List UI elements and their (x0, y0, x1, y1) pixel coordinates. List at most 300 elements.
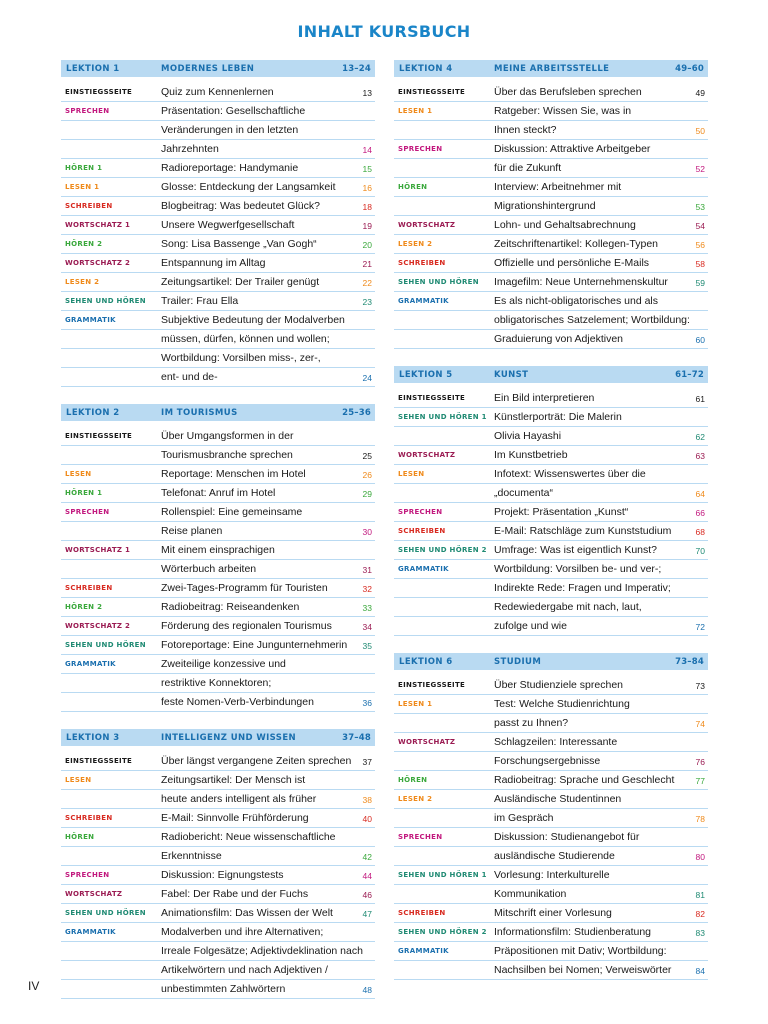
toc-row (61, 446, 375, 465)
page-number-ref: 82 (695, 909, 705, 919)
section-tag: WORTSCHATZ (398, 451, 456, 459)
section-description: unbestimmten Zahlwörtern (161, 983, 286, 995)
section-tag (61, 349, 161, 367)
section-description: Entspannung im Alltag (161, 257, 266, 269)
section-description: E-Mail: Ratschläge zum Kunststudium (494, 525, 672, 537)
section-description: Nachsilben bei Nomen; Verweiswörter (494, 964, 672, 976)
toc-row (394, 885, 708, 904)
section-tag (394, 311, 494, 329)
toc-row (394, 178, 708, 197)
section-tag (61, 942, 161, 960)
page-number-ref: 26 (362, 470, 372, 480)
section-description: Radiobeitrag: Sprache und Geschlecht (494, 774, 675, 786)
page-number-ref: 20 (362, 240, 372, 250)
toc-row (61, 847, 375, 866)
page-number-ref: 38 (362, 795, 372, 805)
toc-row (61, 809, 375, 828)
section-tag (394, 159, 494, 177)
lesson-header (394, 366, 708, 383)
toc-row (394, 446, 708, 465)
toc-row (61, 273, 375, 292)
section-tag: WORTSCHATZ (398, 738, 456, 746)
section-tag (394, 598, 494, 616)
section-description: Unsere Wegwerfgesellschaft (161, 219, 295, 231)
page-number-ref (690, 311, 708, 329)
section-description: Wortbildung: Vorsilben miss-, zer-, (161, 352, 321, 364)
page-number-ref: 49 (695, 88, 705, 98)
section-description: Zeitungsartikel: Der Mensch ist (161, 774, 306, 786)
page-number-ref: 44 (362, 871, 372, 881)
section-tag: GRAMMATIK (398, 947, 449, 955)
section-tag (61, 560, 161, 578)
section-description: im Gespräch (494, 812, 554, 824)
section-tag (394, 847, 494, 865)
page-number-ref: 48 (362, 985, 372, 995)
section-description: Radioreportage: Handymanie (161, 162, 299, 174)
section-description: Zeitschriftenartikel: Kollegen-Typen (494, 238, 658, 250)
page-number-ref: 33 (362, 603, 372, 613)
page-number-ref: 81 (695, 890, 705, 900)
toc-row (61, 83, 375, 102)
lesson-block (394, 653, 708, 980)
toc-row (394, 560, 708, 579)
section-tag: EINSTIEGSSEITE (65, 757, 133, 765)
page-number-ref (350, 503, 375, 521)
section-tag: SPRECHEN (398, 508, 443, 516)
section-description: Zweiteilige konzessive und (161, 658, 286, 670)
lesson-header (61, 729, 375, 746)
page-number-ref (683, 828, 708, 846)
toc-row (61, 771, 375, 790)
section-tag: SEHEN UND HÖREN 1 (398, 871, 487, 879)
page-number-ref: 14 (362, 145, 372, 155)
section-description: Reise planen (161, 525, 223, 537)
section-description: Zeitungsartikel: Der Trailer genügt (161, 276, 320, 288)
section-description: feste Nomen-Verb-Verbindungen (161, 696, 314, 708)
toc-row (394, 522, 708, 541)
toc-row (61, 484, 375, 503)
toc-row (394, 847, 708, 866)
section-description: Redewiedergabe mit nach, laut, (494, 601, 642, 613)
section-tag: HÖREN (398, 776, 428, 784)
section-description: Umfrage: Was ist eigentlich Kunst? (494, 544, 658, 556)
section-description: Migrationshintergrund (494, 200, 596, 212)
section-description: Blogbeitrag: Was bedeutet Glück? (161, 200, 320, 212)
section-description: Radiobericht: Neue wissenschaftliche (161, 831, 336, 843)
page-number-ref: 15 (362, 164, 372, 174)
section-tag: SCHREIBEN (398, 909, 446, 917)
section-tag: WORTSCHATZ 1 (65, 221, 131, 229)
section-description: Veränderungen in den letzten (161, 124, 299, 136)
page-number-ref: 24 (362, 373, 372, 383)
section-description: Infotext: Wissenswertes über die (494, 468, 646, 480)
toc-row (394, 598, 708, 617)
toc-row (61, 693, 375, 712)
section-description: Subjektive Bedeutung der Modalverben (161, 314, 345, 326)
section-description: Animationsfilm: Das Wissen der Welt (161, 907, 333, 919)
section-tag (61, 368, 161, 386)
section-tag: SPRECHEN (65, 107, 110, 115)
section-tag (61, 140, 161, 158)
page-number-ref (350, 771, 375, 789)
section-description: Mitschrift einer Vorlesung (494, 907, 612, 919)
section-description: Schlagzeilen: Interessante (494, 736, 618, 748)
section-description: Vorlesung: Interkulturelle (494, 869, 610, 881)
toc-row (61, 235, 375, 254)
page-number-ref (350, 923, 375, 941)
section-tag (61, 522, 161, 540)
lesson-number: LEKTION 1 (66, 63, 120, 74)
lesson-header (394, 60, 708, 77)
toc-row (61, 598, 375, 617)
toc-row (61, 617, 375, 636)
section-tag: SCHREIBEN (65, 202, 113, 210)
toc-row (394, 771, 708, 790)
toc-row (61, 368, 375, 387)
page-number-ref (350, 961, 375, 979)
section-description: Mit einem einsprachigen (161, 544, 275, 556)
section-tag: GRAMMATIK (65, 316, 116, 324)
page-number-ref (350, 349, 375, 367)
page-number-ref (683, 465, 708, 483)
section-description: Präpositionen mit Dativ; Wortbildung: (494, 945, 667, 957)
section-description: Glosse: Entdeckung der Langsamkeit (161, 181, 336, 193)
toc-column-left (61, 60, 375, 1016)
section-description: Förderung des regionalen Tourismus (161, 620, 332, 632)
section-tag: HÖREN (398, 183, 428, 191)
toc-row (394, 465, 708, 484)
section-description: Interview: Arbeitnehmer mit (494, 181, 622, 193)
section-tag: WORTSCHATZ 2 (65, 622, 131, 630)
section-tag (394, 330, 494, 348)
section-description: Quiz zum Kennenlernen (161, 86, 274, 98)
section-description: Jahrzehnten (161, 143, 219, 155)
lesson-title: IM TOURISMUS (161, 407, 238, 418)
page-number-ref (683, 560, 708, 578)
lesson-number: LEKTION 2 (66, 407, 120, 418)
section-description: Telefonat: Anruf im Hotel (161, 487, 276, 499)
page-number-ref (683, 579, 708, 597)
lesson-title: KUNST (494, 369, 529, 380)
page-number-ref: 54 (695, 221, 705, 231)
section-tag: LESEN 2 (398, 795, 433, 803)
section-tag (61, 446, 161, 464)
toc-row (61, 752, 375, 771)
toc-row (394, 503, 708, 522)
section-tag: GRAMMATIK (398, 565, 449, 573)
lesson-number: LEKTION 5 (399, 369, 453, 380)
page-number-ref: 21 (362, 259, 372, 269)
page-number-ref: 36 (362, 698, 372, 708)
section-tag (394, 121, 494, 139)
page-number-ref: 16 (362, 183, 372, 193)
section-tag (61, 674, 161, 692)
toc-column-right (394, 60, 708, 997)
toc-row (394, 140, 708, 159)
page-number-ref: 62 (695, 432, 705, 442)
lesson-page-range: 25–36 (342, 407, 371, 418)
section-description: für die Zukunft (494, 162, 562, 174)
page-number-ref (683, 292, 708, 310)
section-tag (394, 714, 494, 732)
section-tag (394, 885, 494, 903)
section-tag: LESEN 2 (65, 278, 100, 286)
toc-row (394, 752, 708, 771)
page-number-ref: 70 (695, 546, 705, 556)
toc-row (61, 465, 375, 484)
section-description: ent- und de- (161, 371, 218, 383)
section-tag: GRAMMATIK (65, 928, 116, 936)
lesson-page-range: 13–24 (342, 63, 371, 74)
page-number-ref (683, 866, 708, 884)
section-tag: SCHREIBEN (398, 259, 446, 267)
toc-row (394, 828, 708, 847)
toc-row (394, 714, 708, 733)
page-number-ref: 73 (695, 681, 705, 691)
section-tag (394, 752, 494, 770)
toc-row (61, 159, 375, 178)
section-tag (394, 484, 494, 502)
toc-row (61, 349, 375, 368)
section-description: heute anders intelligent als früher (161, 793, 317, 805)
page-number-ref: 66 (695, 508, 705, 518)
section-tag (394, 427, 494, 445)
toc-row (394, 541, 708, 560)
toc-row (61, 885, 375, 904)
lesson-header (61, 60, 375, 77)
lesson-header (394, 653, 708, 670)
page-number-ref: 76 (695, 757, 705, 767)
section-description: Graduierung von Adjektiven (494, 333, 623, 345)
section-tag: SEHEN UND HÖREN 1 (398, 413, 487, 421)
toc-row (61, 828, 375, 847)
page-number-ref (350, 311, 375, 329)
page-number-ref: 23 (362, 297, 372, 307)
page-number-ref (683, 695, 708, 713)
toc-row (61, 636, 375, 655)
toc-row (61, 942, 375, 961)
page-number-ref: 34 (362, 622, 372, 632)
toc-row (394, 809, 708, 828)
toc-row (394, 923, 708, 942)
section-tag (61, 961, 161, 979)
section-tag (61, 980, 161, 998)
section-tag: LESEN (398, 470, 425, 478)
toc-row (394, 83, 708, 102)
section-description: E-Mail: Sinnvolle Frühförderung (161, 812, 309, 824)
page-number-ref: 64 (695, 489, 705, 499)
section-tag: SPRECHEN (398, 145, 443, 153)
section-tag (61, 121, 161, 139)
page-number-ref: 80 (695, 852, 705, 862)
section-tag (61, 790, 161, 808)
toc-row (61, 178, 375, 197)
page-number-ref (350, 427, 375, 445)
page-number-ref: 61 (695, 394, 705, 404)
section-description: Artikelwörtern und nach Adjektiven / (161, 964, 328, 976)
section-description: Über das Berufsleben sprechen (494, 86, 642, 98)
toc-row (61, 541, 375, 560)
page-number-ref: 59 (695, 278, 705, 288)
page-number-ref: 83 (695, 928, 705, 938)
lesson-block (61, 404, 375, 712)
toc-row (61, 197, 375, 216)
lesson-page-range: 73–84 (675, 656, 704, 667)
section-description: „documenta“ (494, 487, 553, 499)
section-tag: WORTSCHATZ 1 (65, 546, 131, 554)
section-description: Fabel: Der Rabe und der Fuchs (161, 888, 309, 900)
page-number-ref: 30 (362, 527, 372, 537)
lesson-block (61, 729, 375, 999)
section-tag: WORTSCHATZ (65, 890, 123, 898)
section-description: Song: Lisa Bassenge „Van Gogh“ (161, 238, 317, 250)
toc-row (61, 904, 375, 923)
page-number-ref: 50 (695, 126, 705, 136)
toc-row (394, 866, 708, 885)
page-number: IV (28, 979, 40, 993)
section-tag (61, 693, 161, 711)
toc-row (394, 311, 708, 330)
toc-row (394, 235, 708, 254)
section-description: Diskussion: Studienangebot für (494, 831, 640, 843)
section-tag: HÖREN 1 (65, 489, 103, 497)
page-number-ref (683, 598, 708, 616)
section-description: Forschungsergebnisse (494, 755, 601, 767)
toc-row (61, 866, 375, 885)
section-tag: EINSTIEGSSEITE (398, 681, 466, 689)
page-number-ref: 77 (695, 776, 705, 786)
lesson-block (394, 60, 708, 349)
page-number-ref: 19 (362, 221, 372, 231)
section-tag: EINSTIEGSSEITE (398, 88, 466, 96)
section-tag: SEHEN UND HÖREN 2 (398, 546, 487, 554)
section-description: restriktive Konnektoren; (161, 677, 272, 689)
page-number-ref: 72 (695, 622, 705, 632)
section-tag: WORTSCHATZ 2 (65, 259, 131, 267)
section-description: Fotoreportage: Eine Jungunternehmerin (161, 639, 348, 651)
page-number-ref: 18 (362, 202, 372, 212)
section-description: Ihnen steckt? (494, 124, 557, 136)
section-description: Test: Welche Studienrichtung (494, 698, 630, 710)
page-number-ref: 40 (362, 814, 372, 824)
section-description: Kommunikation (494, 888, 567, 900)
section-description: Es als nicht-obligatorisches und als (494, 295, 659, 307)
section-description: Informationsfilm: Studienberatung (494, 926, 652, 938)
section-tag (394, 961, 494, 979)
toc-row (61, 102, 375, 121)
page-number-ref: 60 (695, 335, 705, 345)
lesson-page-range: 37–48 (342, 732, 371, 743)
section-description: ausländische Studierende (494, 850, 615, 862)
toc-row (394, 484, 708, 503)
page-number-ref: 58 (695, 259, 705, 269)
section-tag: EINSTIEGSSEITE (65, 88, 133, 96)
toc-row (394, 389, 708, 408)
toc-row (61, 923, 375, 942)
page-number-ref: 22 (362, 278, 372, 288)
section-tag: HÖREN 1 (65, 164, 103, 172)
section-description: Künstlerporträt: Die Malerin (494, 411, 622, 423)
section-description: Indirekte Rede: Fragen und Imperativ; (494, 582, 671, 594)
page-number-ref: 78 (695, 814, 705, 824)
page-number-ref (350, 102, 375, 120)
section-tag: LESEN 1 (398, 107, 433, 115)
toc-row (394, 273, 708, 292)
page-number-ref: 53 (695, 202, 705, 212)
section-tag: SEHEN UND HÖREN 2 (398, 928, 487, 936)
section-tag: SCHREIBEN (65, 814, 113, 822)
page-number-ref: 37 (362, 757, 372, 767)
section-description: Im Kunstbetrieb (494, 449, 568, 461)
section-description: obligatorisches Satzelement; Wortbildung: (494, 314, 690, 326)
page-number-ref: 74 (695, 719, 705, 729)
page-number-ref (683, 140, 708, 158)
toc-row (394, 695, 708, 714)
toc-row (394, 733, 708, 752)
section-description: Ratgeber: Wissen Sie, was in (494, 105, 632, 117)
toc-row (61, 522, 375, 541)
page-number-ref (683, 942, 708, 960)
page-number-ref: 47 (362, 909, 372, 919)
section-tag: HÖREN 2 (65, 240, 103, 248)
page-number-ref: 31 (362, 565, 372, 575)
toc-row (61, 674, 375, 693)
section-tag (394, 617, 494, 635)
toc-row (394, 579, 708, 598)
section-description: Wortbildung: Vorsilben be- und ver-; (494, 563, 662, 575)
page-number-ref (350, 828, 375, 846)
section-tag: EINSTIEGSSEITE (65, 432, 133, 440)
toc-row (394, 676, 708, 695)
section-tag: SEHEN UND HÖREN (398, 278, 479, 286)
section-tag (394, 197, 494, 215)
toc-row (61, 655, 375, 674)
section-description: zufolge und wie (494, 620, 567, 632)
section-tag: LESEN 1 (398, 700, 433, 708)
toc-row (394, 904, 708, 923)
section-description: Wörterbuch arbeiten (161, 563, 257, 575)
toc-row (394, 159, 708, 178)
page-number-ref (683, 408, 708, 426)
section-tag (394, 579, 494, 597)
toc-row (394, 408, 708, 427)
page-number-ref (350, 674, 375, 692)
page-number-ref (683, 102, 708, 120)
toc-row (61, 330, 375, 349)
lesson-number: LEKTION 6 (399, 656, 453, 667)
section-tag: LESEN 1 (65, 183, 100, 191)
toc-row (394, 102, 708, 121)
toc-row (61, 140, 375, 159)
lesson-title: MODERNES LEBEN (161, 63, 255, 74)
section-tag: SPRECHEN (65, 508, 110, 516)
toc-row (394, 942, 708, 961)
toc-row (61, 121, 375, 140)
section-description: Über Studienziele sprechen (494, 679, 623, 691)
page-number-ref: 42 (362, 852, 372, 862)
toc-row (61, 427, 375, 446)
section-tag: LESEN (65, 776, 92, 784)
page-number-ref: 32 (362, 584, 372, 594)
section-description: Reportage: Menschen im Hotel (161, 468, 306, 480)
section-description: Olivia Hayashi (494, 430, 562, 442)
toc-row (394, 292, 708, 311)
section-tag: SPRECHEN (65, 871, 110, 879)
toc-row (61, 790, 375, 809)
page-number-ref (683, 790, 708, 808)
lesson-page-range: 49–60 (675, 63, 704, 74)
page-number-ref: 29 (362, 489, 372, 499)
